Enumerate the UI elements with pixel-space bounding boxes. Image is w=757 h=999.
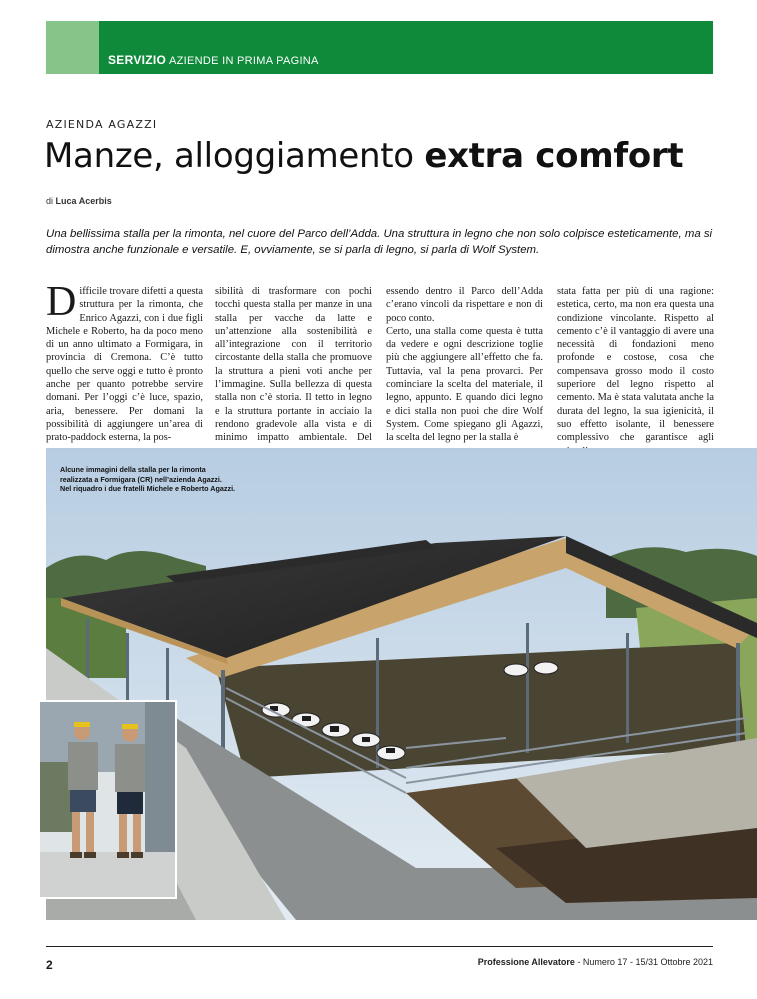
body-column-1 (46, 279, 203, 445)
page-number: 2 (46, 958, 53, 972)
column-3-paragraph-1: essendo dentro il Parco dell’Adda c’erano vincoli da rispettare e non di poco conto. (386, 286, 543, 324)
article-title (44, 136, 683, 176)
section-name: SERVIZIO (108, 53, 167, 67)
section-header-band (46, 21, 713, 74)
subsection-name: AZIENDE IN PRIMA PAGINA (168, 55, 319, 67)
caption-line-1: Alcune immagini della stalla per la rimonta (60, 465, 206, 474)
section-header-accent (46, 21, 99, 74)
column-3-paragraph-2: Certo, una stalla come questa è tutta da vedere e ogni descrizione toglie più che aggiungere all’effetto che fa. Tuttavia, val la pena provarci. Per cominciare la scelta del materiale, il legno, appunto. E quando dici legno e dici stalla non puoi che dire Wolf System. Come spiegano gli Agazzi, la scelta del legno per la stalla è (386, 325, 543, 444)
body-column-4: stata fatta per più di una ragione: estetica, certo, ma non era questa una condizione vincolante. Rispetto al cemento c’è il vantaggio di avere una necessità di fondazioni meno profonde e costose, cosa che compensava grosso modo il costo superiore del legno rispetto al cemento. Ma è stata valutata anche la durata del legno, la sua igienicità, il suo effetto isolante, il benessere complessivo che garantisce agli (557, 286, 714, 444)
dropcap: D (46, 279, 77, 325)
byline (46, 196, 112, 206)
photo-caption (60, 465, 320, 494)
body-column-3 (386, 285, 543, 445)
caption-line-3: Nel riquadro i due fratelli Michele e Roberto Agazzi. (60, 484, 236, 493)
column-1-text: ifficile trovare difetti a questa struttura per la rimonta, che Enrico Agazzi, con i due figli Michele e Roberto, ha da poco meno di un anno ultimato a Formigara, in provincia di Cremona. C’è tutto quello che serve oggi e tutto è pronto anche per quanto potrebbe servire domani. Per l’oggi c’è luce, spazio, aria, benessere. Per domani la possibilità di aggiungere un’area di prato-paddock esterna, la pos- (46, 286, 203, 444)
body-column-2: sibilità di trasformare con pochi tocchi questa stalla per manze in una stalla per vacche da latte e un’attenzione alla sostenibilità e all’integrazione con il territorio circostante della stalla che promuove la struttura a pieni voti anche per l’immagine. Sulla bellezza di questa stalla non c’è storia. Il tetto in legno e la struttura portante in acciaio la rendono gradevole alla vista e di minimo impatto ambientale. Del (215, 286, 372, 444)
caption-line-2: realizzata a Formigara (CR) nell’azienda Agazzi. (60, 474, 222, 484)
inset-photo-brothers (38, 700, 177, 899)
footer-rule (46, 946, 713, 947)
article-lead: Una bellissima stalla per la rimonta, nel cuore del Parco dell’Adda. Una struttura in legno che non solo colpisce esteticamente, ma si dimostra anche funzionale e versatile. E, ovviamente, se si parla di legno, si parla di Wolf System. (46, 228, 713, 256)
title-bold: extra comfort (424, 136, 684, 176)
issue-details: - Numero 17 - 15/31 Ottobre 2021 (574, 957, 713, 967)
footer-issue-info (478, 957, 713, 967)
byline-prefix: di (46, 196, 54, 206)
title-regular: Manze, alloggiamento (44, 136, 425, 176)
section-header-label (108, 53, 319, 67)
author-name: Luca Acerbis (55, 196, 112, 206)
article-kicker: AZIENDA AGAZZI (46, 118, 158, 131)
magazine-name: Professione Allevatore (477, 957, 575, 967)
